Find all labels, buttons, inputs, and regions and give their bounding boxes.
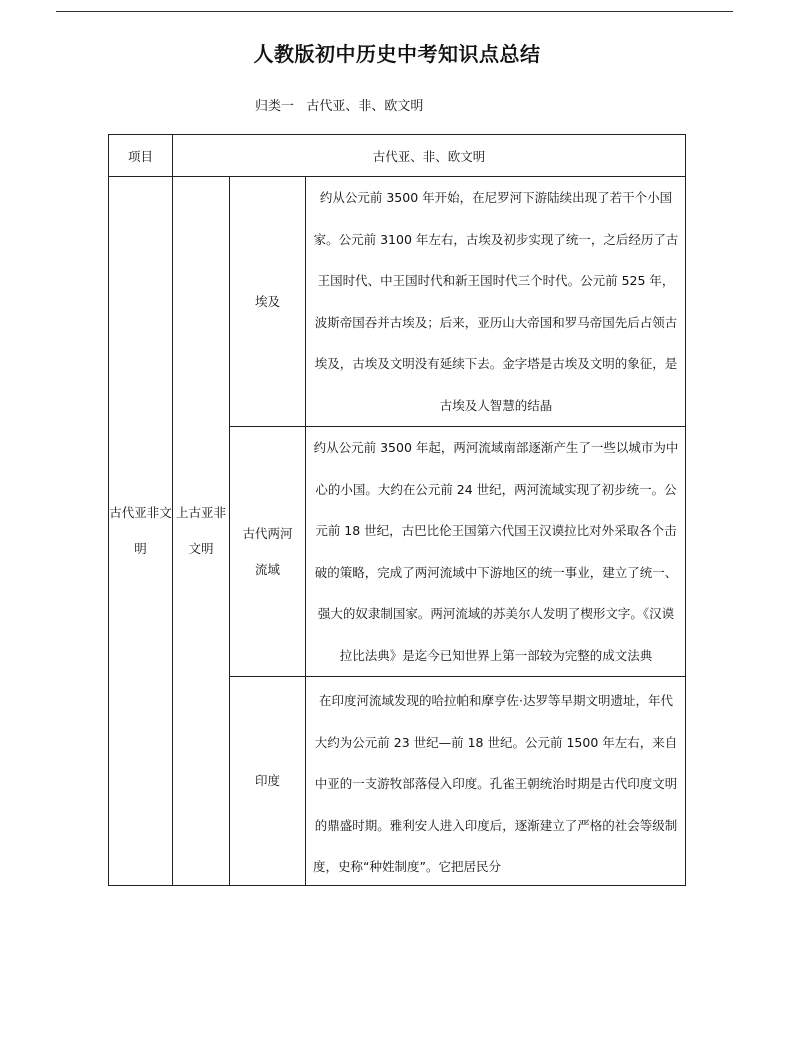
table-header-row [109, 135, 686, 177]
header-topic-cell: 古代亚、非、欧文明 [173, 135, 686, 177]
header-rule [56, 11, 733, 12]
civilization-name-egypt: 埃及 [230, 177, 306, 427]
section-subtitle: 归类一 古代亚、非、欧文明 [255, 99, 424, 114]
header-item-cell: 项目 [109, 135, 173, 177]
india-text-clip [313, 677, 679, 885]
civilization-text-mesopotamia: 约从公元前 3500 年起，两河流域南部逐渐产生了一些以城市为中心的小国。大约在公元前 24 世纪，两河流域实现了初步统一。公元前 18 世纪，古巴比伦王国第六代国王汉谟拉比对外采取各个击破的策略，完成了两河流域中下游地区的统一事业，建立了统一、强大的奴隶制国家。两河流域的苏美尔人发明了楔形文字。《汉谟拉比法典》是迄今已知世界上第一部较为完整的成文法典 [306, 427, 686, 677]
civilization-text-india: 在印度河流域发现的哈拉帕和摩亨佐·达罗等早期文明遗址，年代大约为公元前 23 世纪—前 18 世纪。公元前 1500 年左右，来自中亚的一支游牧部落侵入印度。孔雀王朝统治时期是古代印度文明的鼎盛时期。雅利安人进入印度后，逐渐建立了严格的社会等级制度，史称“种姓制度”。它把居民分 [313, 693, 678, 874]
civilization-name-mesopotamia: 古代两河流域 [230, 427, 306, 677]
table-row-egypt [109, 177, 686, 427]
document-title: 人教版初中历史中考知识点总结 [253, 42, 541, 66]
region-cell: 古代亚非文明 [109, 177, 173, 886]
era-cell: 上古亚非文明 [173, 177, 230, 886]
civilization-text-india-cell [306, 677, 686, 886]
civilization-table [108, 134, 686, 886]
civilization-text-egypt: 约从公元前 3500 年开始，在尼罗河下游陆续出现了若干个小国家。公元前 3100 年左右，古埃及初步实现了统一，之后经历了古王国时代、中王国时代和新王国时代三个时代。公元前 525 年，波斯帝国吞并古埃及；后来，亚历山大帝国和罗马帝国先后占领古埃及，古埃及文明没有延续下去。金字塔是古埃及文明的象征，是古埃及人智慧的结晶 [306, 177, 686, 427]
civilization-name-india: 印度 [230, 677, 306, 886]
